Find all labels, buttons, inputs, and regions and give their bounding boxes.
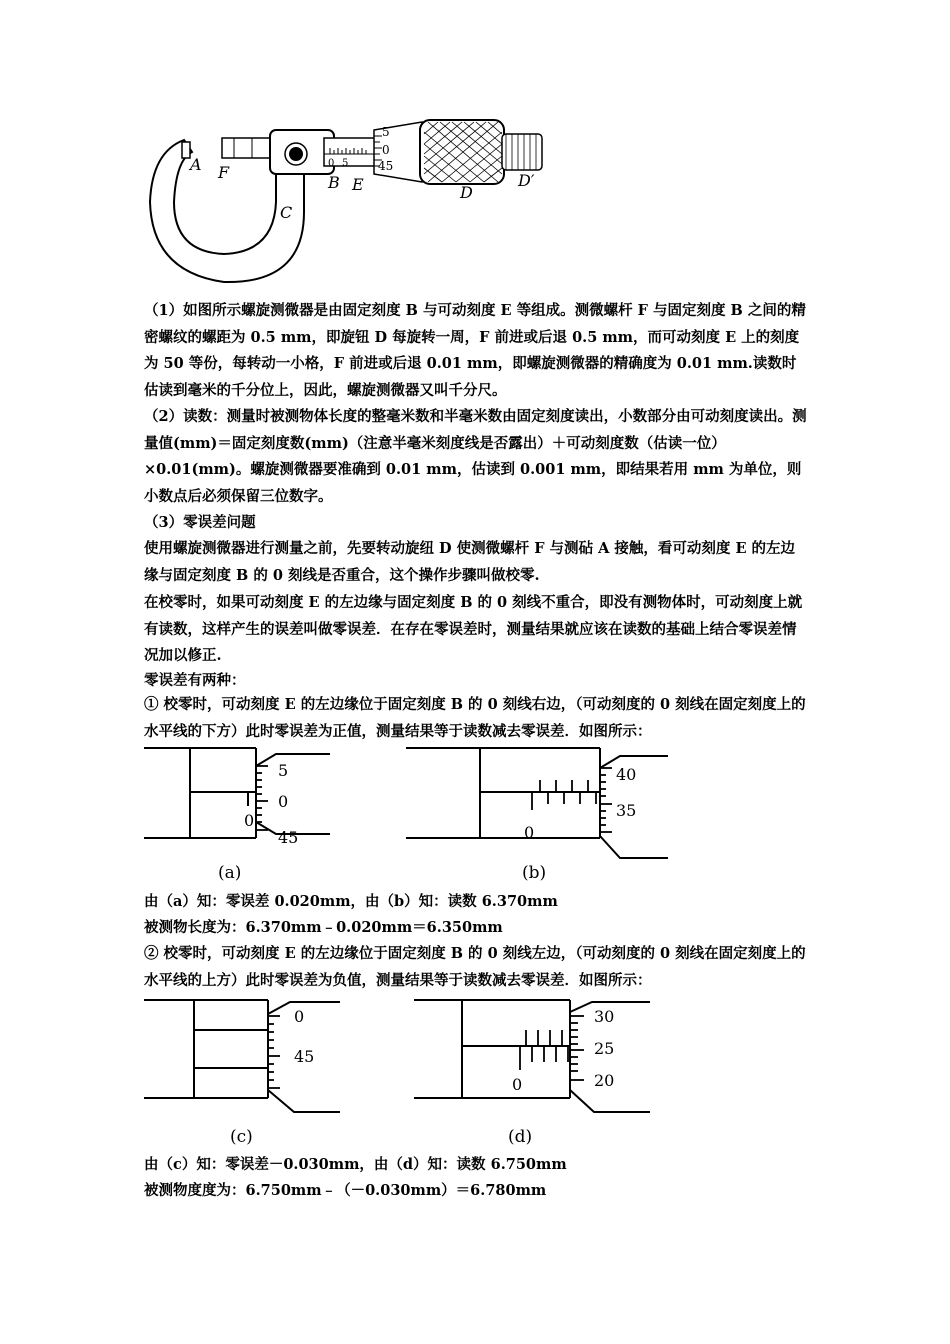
paragraph-4: 使用螺旋测微器进行测量之前，先要转动旋纽 D 使测微螺杆 F 与测砧 A 接触，看可动刻度 E 的左边缘与固定刻度 B 的 0 刻线是否重合，这个操作步骤叫做校零. [144,540,796,584]
micrometer-illustration [144,112,564,292]
scale-b-label-35: 35 [616,801,637,820]
label-A: A [190,155,202,174]
paragraph-2: （2）读数：测量时被测物体长度的整毫米数和半毫米数由固定刻度读出，小数部分由可动刻度读出。测量值(mm)＝固定刻度数(mm)（注意半毫米刻度线是否露出）＋可动刻度数（估读一位）×0.01(mm)。螺旋测微器要准确到 0.01 mm，估读到 0.001 mm，即结果若用 mm 为单位，则小数点后必须保留三位数字。 [144,408,807,505]
scale-a-sleeve-0: 0 [244,811,255,830]
scale-a-label-45: 45 [278,828,299,847]
paragraph-1: （1）如图所示螺旋测微器是由固定刻度 B 与可动刻度 E 等组成。测微螺杆 F 与固定刻度 B 之间的精密螺纹的螺距为 0.5 mm，即旋钮 D 每旋转一周，F 前进或后退 0.5 mm，而可动刻度 E 上的刻度为 50 等份，每转动一小格，F 前进或后退 0.01 mm，即螺旋测微器的精确度为 0.01 mm.读数时估读到毫米的千分位上，因此，螺旋测微器又叫千分尺。 [144,302,806,399]
paragraph-8: ② 校零时，可动刻度 E 的左边缘位于固定刻度 B 的 0 刻线左边，（可动刻度的 0 刻线在固定刻度上的水平线的上方）此时零误差为负值，测量结果等于读数减去零误差．如图所示： [144,945,806,989]
scale-a-label-5: 5 [278,761,289,780]
caption-a: (a) [218,863,242,883]
sleeve-label-0: 0 [328,158,335,169]
label-D: D [460,183,473,202]
sleeve-label-5: 5 [342,158,349,169]
scale-d-label-25: 25 [594,1039,615,1058]
scale-b-label-40: 40 [616,765,637,784]
label-F: F [218,163,230,182]
result-line-1: 由（a）知：零误差 0.020mm，由（b）知：读数 6.370mm [144,893,558,910]
thimble-label-5: 5 [382,125,390,139]
scale-figure-b [406,744,676,886]
thimble-label-0: 0 [382,143,390,157]
scale-d-sleeve-0: 0 [512,1075,523,1094]
scale-c-label-0: 0 [294,1007,305,1026]
caption-b: (b) [522,863,547,883]
paragraph-3-title: （3）零误差问题 [144,514,256,531]
scale-b-sleeve-0: 0 [524,823,535,842]
scale-c-label-45: 45 [294,1047,315,1066]
result-line-4: 被测物度度为：6.750mm﹣（－0.030mm）＝6.780mm [144,1182,547,1199]
caption-d: (d) [508,1127,533,1147]
paragraph-6: 零误差有两种： [144,672,246,689]
paragraph-5: 在校零时，如果可动刻度 E 的左边缘与固定刻度 B 的 0 刻线不重合，即没有测物体时，可动刻度上就有读数，这样产生的误差叫做零误差．在存在零误差时，测量结果就应该在读数的基础上结合零误差情况加以修正. [144,594,803,664]
scale-d-label-20: 20 [594,1071,615,1090]
scale-figure-a [144,744,344,886]
result-line-2: 被测物长度为：6.370mm﹣0.020mm＝6.350mm [144,919,503,936]
label-C: C [280,203,293,222]
label-B: B [328,173,340,192]
scale-a-label-0: 0 [278,792,289,811]
paragraph-7: ① 校零时，可动刻度 E 的左边缘位于固定刻度 B 的 0 刻线右边，（可动刻度的 0 刻线在固定刻度上的水平线的下方）此时零误差为正值，测量结果等于读数减去零误差．如图所示： [144,696,806,740]
scale-d-label-30: 30 [594,1007,615,1026]
scale-figure-d [414,994,664,1148]
label-D-prime: D′ [518,171,535,190]
scale-figure-c [144,994,354,1148]
label-E: E [352,175,364,194]
result-line-3: 由（c）知：零误差－0.030mm，由（d）知：读数 6.750mm [144,1156,567,1173]
thimble-label-45: 45 [378,159,394,173]
caption-c: (c) [230,1127,253,1147]
